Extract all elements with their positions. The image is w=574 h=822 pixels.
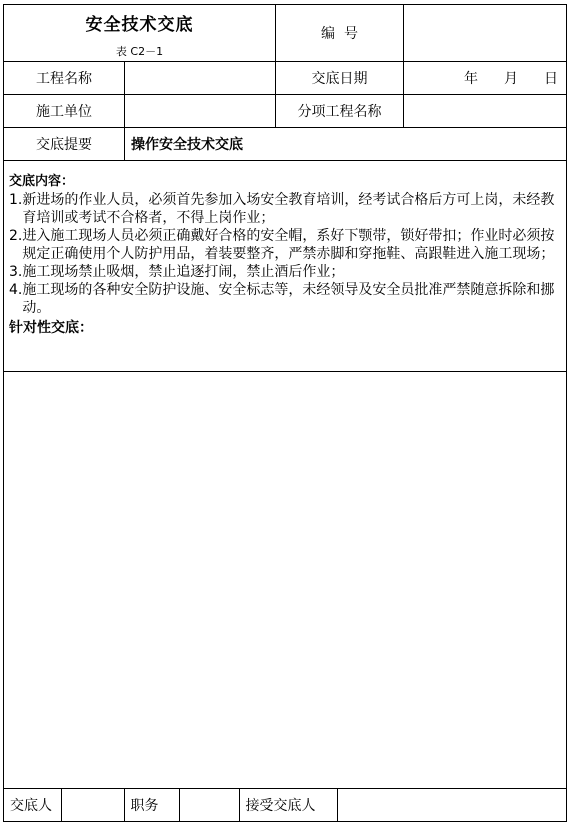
item-number: 2. xyxy=(9,228,23,244)
targeted-briefing-area[interactable] xyxy=(4,372,567,789)
subproject-name-field[interactable] xyxy=(404,95,567,128)
date-field[interactable] xyxy=(404,62,567,95)
briefing-content xyxy=(4,161,567,372)
presenter-field[interactable] xyxy=(61,789,124,821)
date-label: 交底日期 xyxy=(276,62,404,95)
construction-unit-label: 施工单位 xyxy=(4,95,125,128)
content-heading: 交底内容： xyxy=(9,174,75,189)
project-name-field[interactable] xyxy=(125,62,276,95)
item-number: 3. xyxy=(9,264,23,280)
presenter-label: 交底人 xyxy=(4,789,61,821)
position-label: 职务 xyxy=(124,789,179,821)
item-text: 进入施工现场人员必须正确戴好合格的安全帽，系好下颚带，锁好带扣；作业时必须按规定正确使用个人防护用品，着装要整齐，严禁赤脚和穿拖鞋、高跟鞋进入施工现场； xyxy=(22,228,555,262)
item-text: 新进场的作业人员，必须首先参加入场安全教育培训，经考试合格后方可上岗，未经教育培训或考试不合格者，不得上岗作业； xyxy=(22,192,555,226)
date-day: 日 xyxy=(544,71,558,87)
summary-label: 交底提要 xyxy=(4,128,125,161)
content-item xyxy=(9,281,561,317)
construction-unit-field[interactable] xyxy=(125,95,276,128)
safety-briefing-form xyxy=(3,4,566,814)
summary-value: 操作安全技术交底 xyxy=(125,128,567,161)
signature-row xyxy=(4,789,567,822)
item-text: 施工现场的各种安全防护设施、安全标志等，未经领导及安全员批准严禁随意拆除和挪动。 xyxy=(22,282,555,316)
form-title: 安全技术交底 xyxy=(85,14,194,35)
item-number: 1. xyxy=(9,192,23,208)
date-month: 月 xyxy=(504,71,518,87)
targeted-briefing-heading: 针对性交底： xyxy=(9,320,93,336)
number-field[interactable] xyxy=(404,5,567,62)
receiver-field[interactable] xyxy=(337,789,566,821)
form-table xyxy=(3,4,567,822)
number-label: 编 号 xyxy=(276,5,404,62)
content-item xyxy=(9,191,561,227)
content-item xyxy=(9,263,561,281)
project-name-label: 工程名称 xyxy=(4,62,125,95)
date-year: 年 xyxy=(464,71,478,87)
subproject-name-label: 分项工程名称 xyxy=(276,95,404,128)
receiver-label: 接受交底人 xyxy=(239,789,337,821)
item-number: 4. xyxy=(9,282,23,298)
item-text: 施工现场禁止吸烟，禁止追逐打闹，禁止酒后作业； xyxy=(22,264,345,280)
form-code: 表 C2－1 xyxy=(115,44,164,58)
title-cell xyxy=(4,5,276,62)
position-field[interactable] xyxy=(179,789,239,821)
content-item xyxy=(9,227,561,263)
